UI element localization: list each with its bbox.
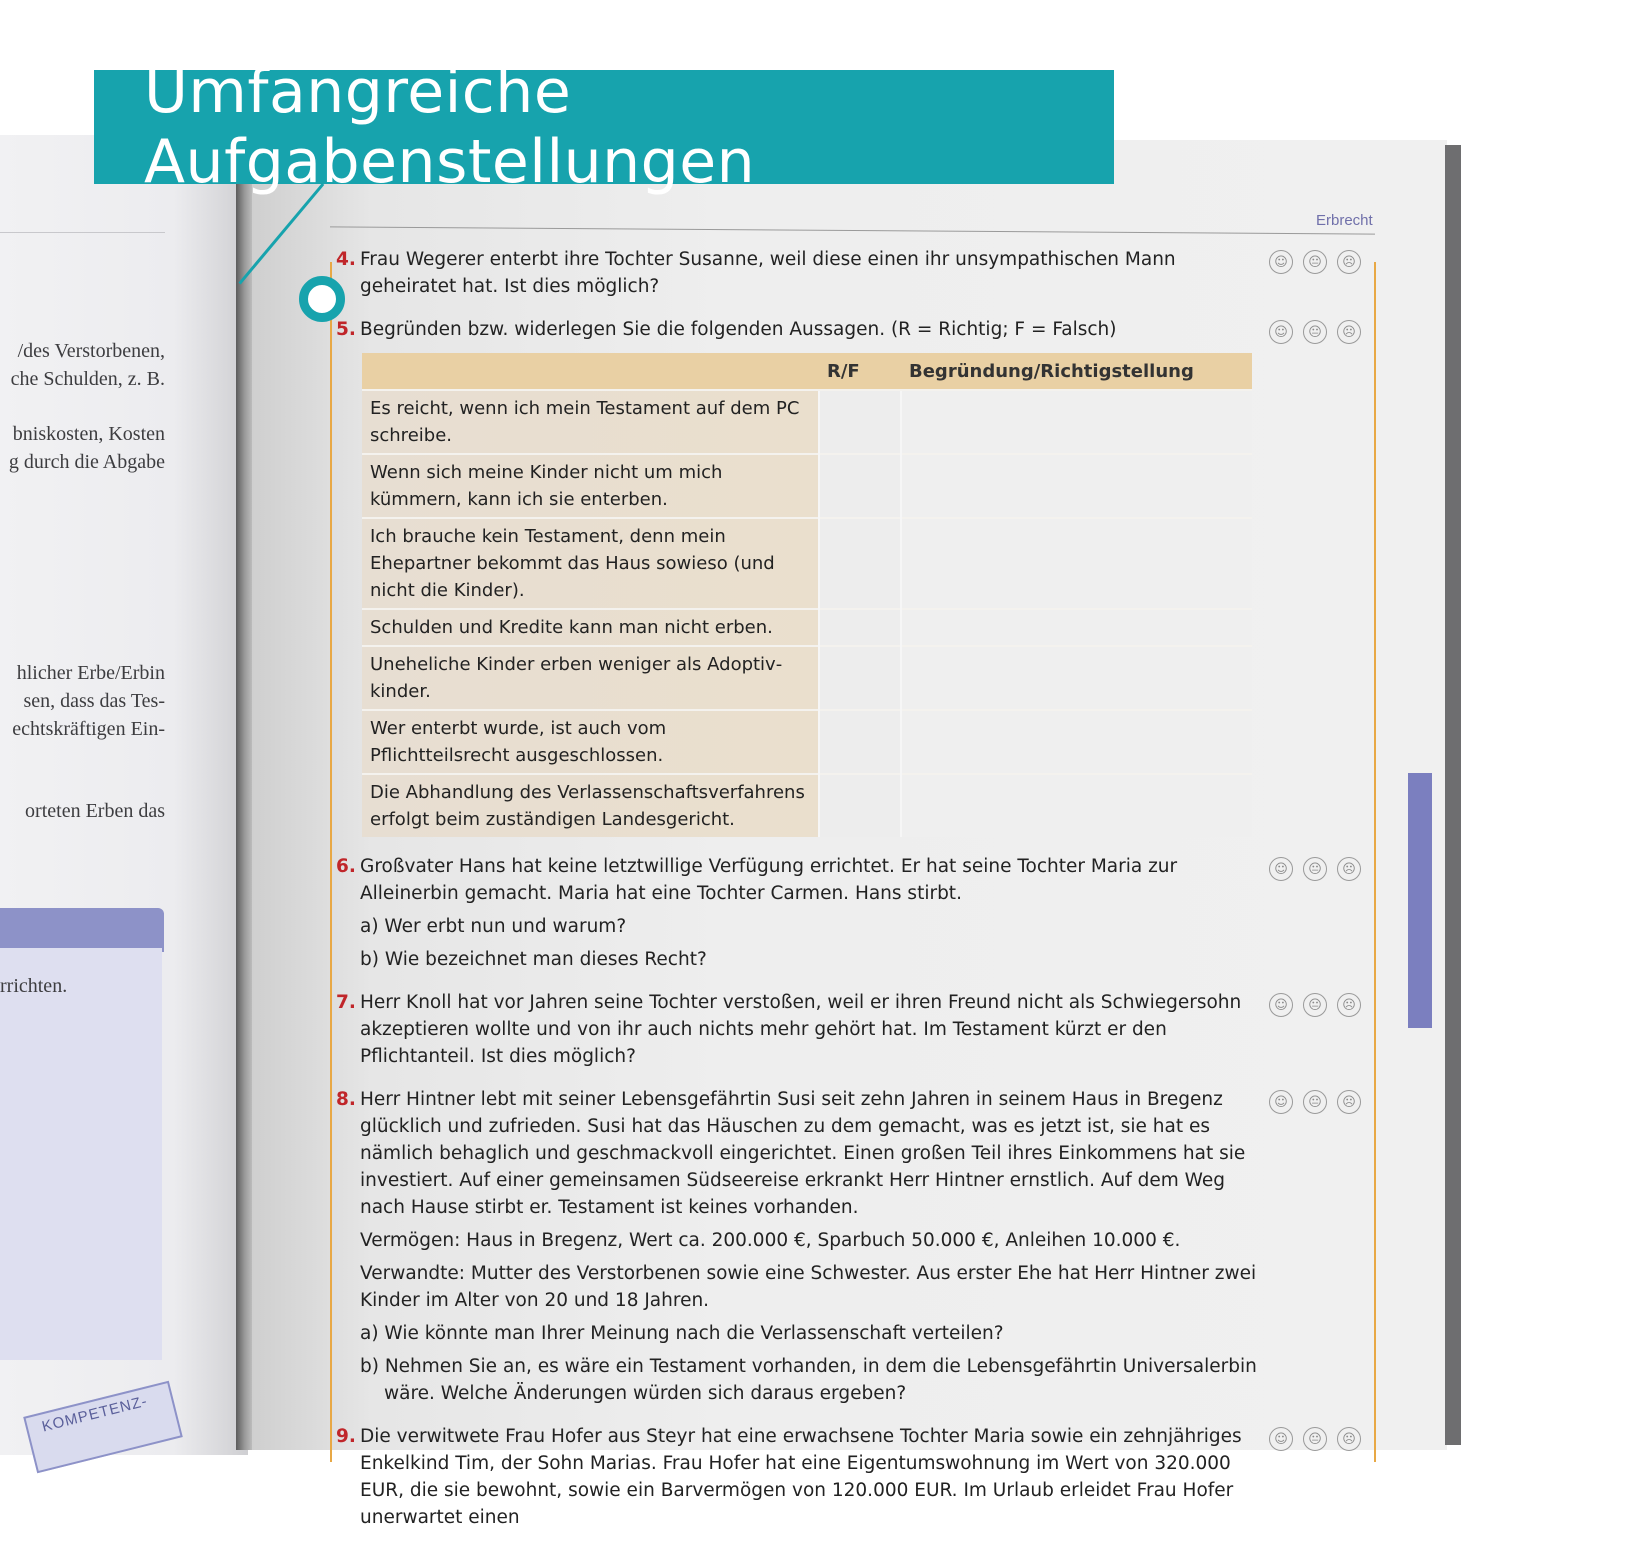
statement-table bbox=[362, 353, 1252, 837]
task-7 bbox=[336, 989, 1366, 1070]
reasoning-answer-cell[interactable] bbox=[901, 710, 1252, 774]
rf-answer-cell[interactable] bbox=[819, 774, 901, 837]
left-snippet-1: /des Verstorbenen, bbox=[17, 340, 165, 362]
running-head: Erbrecht bbox=[1316, 212, 1373, 229]
smiley-neutral-icon[interactable]: 😐 bbox=[1303, 1427, 1327, 1451]
left-snippet-6: sen, dass das Tes- bbox=[23, 690, 165, 712]
rf-answer-cell[interactable] bbox=[819, 518, 901, 609]
self-assessment bbox=[1269, 1090, 1361, 1114]
left-snippet-2: che Schulden, z. B. bbox=[10, 368, 165, 390]
subtask-a: a) Wie könnte man Ihrer Meinung nach die Verlassenschaft verteilen? bbox=[360, 1323, 1004, 1344]
smiley-neutral-icon[interactable]: 😐 bbox=[1303, 320, 1327, 344]
task-5 bbox=[336, 316, 1366, 837]
self-assessment bbox=[1269, 1427, 1361, 1451]
left-snippet-3: bniskosten, Kosten bbox=[12, 423, 165, 445]
smiley-sad-icon[interactable]: ☹ bbox=[1337, 857, 1361, 881]
header-reasoning: Begründung/Richtigstellung bbox=[901, 353, 1252, 390]
header-rf: R/F bbox=[819, 353, 901, 390]
smiley-neutral-icon[interactable]: 😐 bbox=[1303, 993, 1327, 1017]
reasoning-answer-cell[interactable] bbox=[901, 454, 1252, 518]
task-number: 7. bbox=[336, 992, 356, 1013]
task-text: Herr Knoll hat vor Jahren seine Tochter verstoßen, weil er ihren Freund nicht als Schwiegersohn akzeptieren wollte und von ihr auch nichts mehr gehört hat. Im Testament kürzt er den Pflichtanteil. Ist dies möglich? bbox=[360, 992, 1242, 1067]
margin-line-right bbox=[1374, 262, 1376, 1462]
reasoning-answer-cell[interactable] bbox=[901, 646, 1252, 710]
exercise-list bbox=[336, 246, 1366, 1547]
statement-cell: Schulden und Kredite kann man nicht erben. bbox=[362, 609, 819, 646]
task-number: 5. bbox=[336, 319, 356, 340]
left-snippet-8: orteten Erben das bbox=[25, 800, 165, 822]
statement-cell: Die Abhandlung des Verlassenschaftsverfahrens erfolgt beim zuständigen Landesgericht. bbox=[362, 774, 819, 837]
rf-answer-cell[interactable] bbox=[819, 710, 901, 774]
reasoning-answer-cell[interactable] bbox=[901, 774, 1252, 837]
statement-cell: Wenn sich meine Kinder nicht um mich kümmern, kann ich sie enterben. bbox=[362, 454, 819, 518]
self-assessment bbox=[1269, 993, 1361, 1017]
self-assessment bbox=[1269, 250, 1361, 274]
left-box bbox=[0, 948, 162, 1360]
table-row bbox=[362, 518, 1252, 609]
statement-cell: Uneheliche Kinder erben weniger als Adoptivkinder. bbox=[362, 646, 819, 710]
left-page-rule bbox=[0, 232, 165, 233]
smiley-happy-icon[interactable]: ☺ bbox=[1269, 1427, 1293, 1451]
task-number: 4. bbox=[336, 249, 356, 270]
left-box-header bbox=[0, 908, 164, 952]
margin-line-left bbox=[330, 262, 332, 1462]
left-box-text: rrichten. bbox=[0, 975, 68, 997]
task-text: Die verwitwete Frau Hofer aus Steyr hat eine erwachsene Tochter Maria sowie ein zehnjähriges Enkelkind Tim, der Sohn Marias. Frau Hofer hat eine Eigentumswohnung im Wert von 320.000 EUR, die sie bewohnt, sowie ein Barvermögen von 120.000 EUR. Im Urlaub erleidet Frau Hofer unerwartet einen bbox=[360, 1426, 1242, 1528]
smiley-happy-icon[interactable]: ☺ bbox=[1269, 320, 1293, 344]
assets-line: Vermögen: Haus in Bregenz, Wert ca. 200.000 €, Sparbuch 50.000 €, Anleihen 10.000 €. bbox=[360, 1230, 1181, 1251]
smiley-sad-icon[interactable]: ☹ bbox=[1337, 1090, 1361, 1114]
header-statement bbox=[362, 353, 819, 390]
task-4 bbox=[336, 246, 1366, 300]
table-header-row bbox=[362, 353, 1252, 390]
reasoning-answer-cell[interactable] bbox=[901, 609, 1252, 646]
rf-answer-cell[interactable] bbox=[819, 609, 901, 646]
statement-cell: Es reicht, wenn ich mein Testament auf dem PC schreibe. bbox=[362, 390, 819, 454]
task-number: 9. bbox=[336, 1426, 356, 1447]
smiley-sad-icon[interactable]: ☹ bbox=[1337, 1427, 1361, 1451]
task-text: Begründen bzw. widerlegen Sie die folgenden Aussagen. (R = Richtig; F = Falsch) bbox=[360, 319, 1117, 340]
task-text: Frau Wegerer enterbt ihre Tochter Susanne, weil diese einen ihr unsympathischen Mann geheiratet hat. Ist dies möglich? bbox=[360, 249, 1176, 297]
subtask-a: a) Wer erbt nun und warum? bbox=[360, 916, 627, 937]
competence-stamp: KOMPETENZ- bbox=[23, 1381, 183, 1474]
rf-answer-cell[interactable] bbox=[819, 454, 901, 518]
task-9 bbox=[336, 1423, 1366, 1531]
rf-answer-cell[interactable] bbox=[819, 646, 901, 710]
task-number: 6. bbox=[336, 856, 356, 877]
table-row bbox=[362, 609, 1252, 646]
left-snippet-7: echtskräftigen Ein- bbox=[12, 718, 165, 740]
smiley-sad-icon[interactable]: ☹ bbox=[1337, 993, 1361, 1017]
statement-cell: Wer enterbt wurde, ist auch vom Pflichtteilsrecht ausgeschlossen. bbox=[362, 710, 819, 774]
smiley-happy-icon[interactable]: ☺ bbox=[1269, 1090, 1293, 1114]
task-6 bbox=[336, 853, 1366, 973]
page-edge bbox=[1445, 145, 1461, 1445]
smiley-sad-icon[interactable]: ☹ bbox=[1337, 250, 1361, 274]
relatives-line: Verwandte: Mutter des Verstorbenen sowie eine Schwester. Aus erster Ehe hat Herr Hintner zwei Kinder im Alter von 20 und 18 Jahren. bbox=[360, 1263, 1257, 1311]
task-8 bbox=[336, 1086, 1366, 1407]
table-row bbox=[362, 646, 1252, 710]
task-text: Herr Hintner lebt mit seiner Lebensgefährtin Susi seit zehn Jahren in seinem Haus in Bregenz glücklich und zufrieden. Susi hat das Häuschen zu dem gemacht, was es jetzt ist, sie hat es nämlich behaglich und geschmackvoll eingerichtet. Einen großen Teil ihres Einkommens hat sie investiert. Auf einer gemeinsamen Südseereise erkrankt Herr Hintner ernstlich. Auf dem Weg nach Hause stirbt er. Testament ist keines vorhanden. bbox=[360, 1089, 1246, 1218]
table-row bbox=[362, 774, 1252, 837]
smiley-happy-icon[interactable]: ☺ bbox=[1269, 250, 1293, 274]
chapter-tab bbox=[1408, 773, 1432, 1028]
reasoning-answer-cell[interactable] bbox=[901, 390, 1252, 454]
table-row bbox=[362, 390, 1252, 454]
table-row bbox=[362, 454, 1252, 518]
banner-title: Umfangreiche Aufgabenstellungen bbox=[144, 57, 756, 197]
subtask-b: b) Wie bezeichnet man dieses Recht? bbox=[360, 949, 707, 970]
statement-cell: Ich brauche kein Testament, denn mein Ehepartner bekommt das Haus sowieso (und nicht die Kinder). bbox=[362, 518, 819, 609]
left-snippet-4: g durch die Abgabe bbox=[8, 451, 165, 473]
reasoning-answer-cell[interactable] bbox=[901, 518, 1252, 609]
smiley-happy-icon[interactable]: ☺ bbox=[1269, 993, 1293, 1017]
rf-answer-cell[interactable] bbox=[819, 390, 901, 454]
self-assessment bbox=[1269, 320, 1361, 344]
smiley-sad-icon[interactable]: ☹ bbox=[1337, 320, 1361, 344]
task-number: 8. bbox=[336, 1089, 356, 1110]
smiley-neutral-icon[interactable]: 😐 bbox=[1303, 857, 1327, 881]
smiley-happy-icon[interactable]: ☺ bbox=[1269, 857, 1293, 881]
feature-banner bbox=[94, 57, 1114, 197]
smiley-neutral-icon[interactable]: 😐 bbox=[1303, 1090, 1327, 1114]
self-assessment bbox=[1269, 857, 1361, 881]
subtask-b: b) Nehmen Sie an, es wäre ein Testament vorhanden, in dem die Lebensgefährtin Universalerbin wäre. Welche Änderungen würden sich daraus ergeben? bbox=[360, 1356, 1257, 1404]
table-row bbox=[362, 710, 1252, 774]
task-text: Großvater Hans hat keine letztwillige Verfügung errichtet. Er hat seine Tochter Maria zur Alleinerbin gemacht. Maria hat eine Tochter Carmen. Hans stirbt. bbox=[360, 856, 1178, 904]
left-snippet-5: hlicher Erbe/Erbin bbox=[16, 662, 165, 684]
smiley-neutral-icon[interactable]: 😐 bbox=[1303, 250, 1327, 274]
